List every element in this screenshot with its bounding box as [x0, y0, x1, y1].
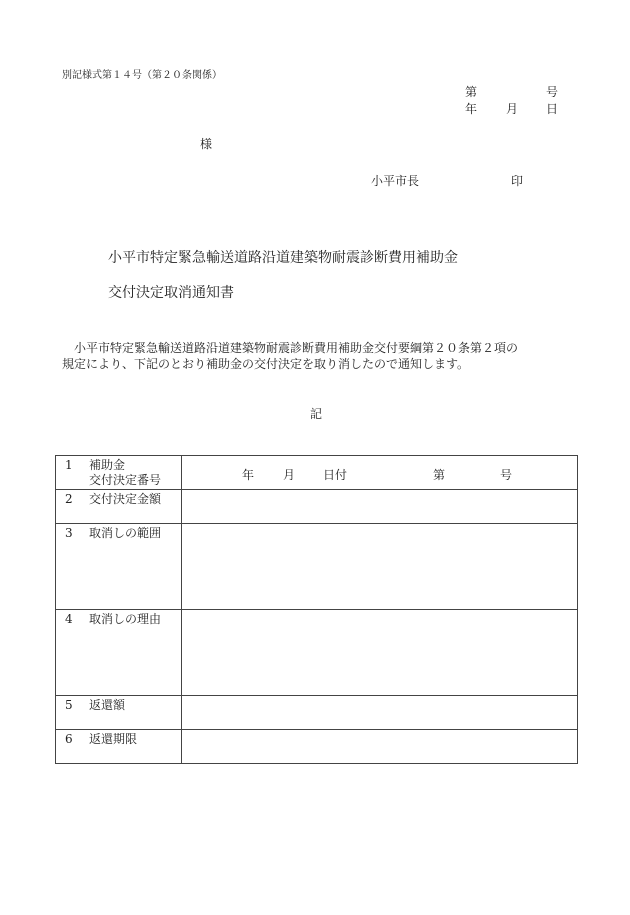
row-label: 返還額 — [89, 698, 126, 712]
row-number: 3 — [65, 526, 73, 540]
document-number-label: 第 — [465, 85, 478, 99]
issuer-name: 小平市長 — [371, 174, 420, 188]
table-row — [56, 696, 578, 730]
date-day-label: 日 — [546, 102, 559, 116]
value-year-label: 年 — [242, 468, 255, 482]
row-value-cell[interactable] — [182, 696, 578, 730]
date-year-label: 年 — [465, 102, 478, 116]
row-label-cell — [56, 490, 182, 524]
row-number: 5 — [65, 698, 73, 712]
row-label-cell — [56, 730, 182, 764]
row-label-cell — [56, 696, 182, 730]
addressee-suffix: 様 — [200, 137, 213, 151]
body-text — [62, 340, 582, 372]
document-title-line1: 小平市特定緊急輸送道路沿道建築物耐震診断費用補助金 — [108, 250, 458, 266]
row-number: 2 — [65, 492, 73, 506]
table-row — [56, 610, 578, 696]
row-label-cell — [56, 610, 182, 696]
row-label-cell — [56, 524, 182, 610]
details-table — [55, 455, 578, 764]
table-row — [56, 456, 578, 490]
row-value-cell[interactable] — [182, 610, 578, 696]
body-line2: 規定により、下記のとおり補助金の交付決定を取り消したので通知します。 — [62, 357, 470, 371]
document-number-suffix: 号 — [546, 85, 559, 99]
row-value-cell[interactable] — [182, 490, 578, 524]
table-row — [56, 524, 578, 610]
body-line1: 小平市特定緊急輸送道路沿道建築物耐震診断費用補助金交付要綱第２０条第２項の — [74, 341, 519, 355]
table-row — [56, 490, 578, 524]
row-number: 6 — [65, 732, 73, 746]
row-label: 返還期限 — [89, 732, 138, 746]
row-number: 4 — [65, 612, 73, 626]
table-row — [56, 730, 578, 764]
row-label: 補助金 — [89, 458, 126, 472]
row-label-line2: 交付決定番号 — [89, 473, 162, 487]
value-month-label: 月 — [283, 468, 296, 482]
form-number: 別記様式第１４号（第２０条関係） — [62, 70, 222, 81]
row-value-cell[interactable] — [182, 456, 578, 490]
value-number-label: 第 — [433, 468, 446, 482]
row-label: 取消しの範囲 — [89, 526, 162, 540]
document-title-line2: 交付決定取消通知書 — [108, 285, 234, 301]
row-number: 1 — [65, 458, 73, 472]
value-number-suffix: 号 — [500, 468, 513, 482]
date-month-label: 月 — [506, 102, 519, 116]
value-date-suffix: 日付 — [323, 468, 348, 482]
seal-mark: 印 — [511, 174, 524, 188]
row-label: 取消しの理由 — [89, 612, 162, 626]
row-label-cell — [56, 456, 182, 490]
row-label: 交付決定金額 — [89, 492, 162, 506]
ki-heading: 記 — [310, 407, 323, 421]
row-value-cell[interactable] — [182, 730, 578, 764]
row-value-cell[interactable] — [182, 524, 578, 610]
